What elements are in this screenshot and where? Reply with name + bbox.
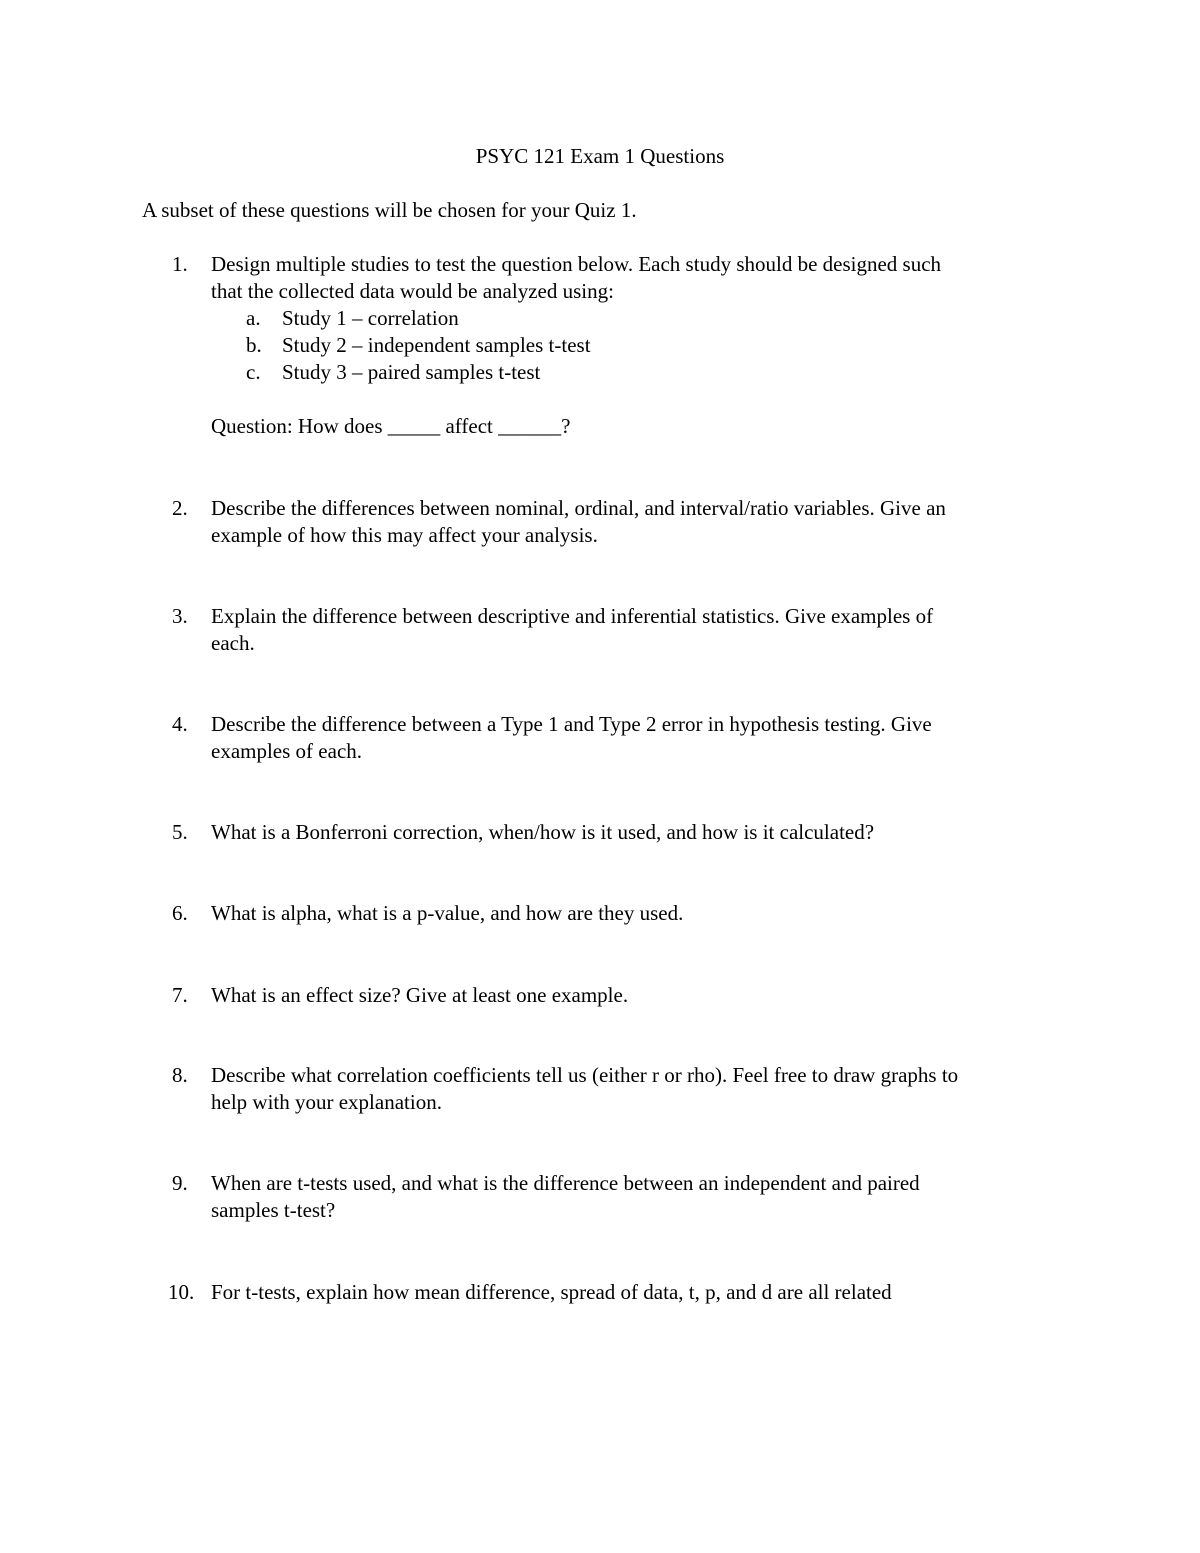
question-number: 7.: [172, 983, 188, 1007]
question-text: [211, 1062, 1071, 1116]
question-prompt: Question: How does _____ affect ______?: [211, 414, 571, 438]
question-line: example of how this may affect your analysis.: [211, 523, 598, 547]
question-text: [211, 603, 1071, 657]
question-line: For t-tests, explain how mean difference, spread of data, t, p, and d are all related: [211, 1280, 892, 1304]
question-line: Design multiple studies to test the question below. Each study should be designed such: [211, 252, 942, 276]
question-text: [211, 711, 1071, 765]
question-line: What is an effect size? Give at least one example.: [211, 983, 629, 1007]
question-line: Describe what correlation coefficients tell us (either r or rho). Feel free to draw graphs to: [211, 1063, 959, 1087]
subitem-text: Study 2 – independent samples t-test: [282, 333, 591, 357]
question-text: [211, 982, 1071, 1009]
subitem-letter: b.: [246, 333, 262, 357]
question-text: [211, 900, 1071, 927]
page-title: PSYC 121 Exam 1 Questions: [475, 144, 725, 168]
question-number: 2.: [172, 496, 188, 520]
question-number: 3.: [172, 604, 188, 628]
intro-text: A subset of these questions will be chosen for your Quiz 1.: [142, 198, 637, 222]
question-line: each.: [211, 631, 255, 655]
question-text: [211, 1170, 1071, 1224]
question-line: When are t-tests used, and what is the difference between an independent and paired: [211, 1171, 920, 1195]
question-line: Describe the difference between a Type 1 and Type 2 error in hypothesis testing. Give: [211, 712, 932, 736]
question-number: 9.: [172, 1171, 188, 1195]
subitem-letter: c.: [246, 360, 261, 384]
subitem-text: Study 1 – correlation: [282, 306, 459, 330]
question-number: 10.: [168, 1280, 195, 1304]
question-line: What is alpha, what is a p-value, and how are they used.: [211, 901, 684, 925]
question-line: examples of each.: [211, 739, 363, 763]
question-line: Describe the differences between nominal, ordinal, and interval/ratio variables. Give an: [211, 496, 946, 520]
question-number: 8.: [172, 1063, 188, 1087]
question-line: What is a Bonferroni correction, when/how is it used, and how is it calculated?: [211, 820, 875, 844]
question-text: [211, 251, 1071, 305]
question-line: samples t-test?: [211, 1198, 336, 1222]
question-text: [211, 1279, 1071, 1306]
question-line: help with your explanation.: [211, 1090, 442, 1114]
question-text: [211, 495, 1071, 549]
question-number: 1.: [172, 252, 188, 276]
question-line: Explain the difference between descriptive and inferential statistics. Give examples of: [211, 604, 934, 628]
question-number: 6.: [172, 901, 188, 925]
subitem-text: Study 3 – paired samples t-test: [282, 360, 541, 384]
question-text: [211, 819, 1071, 846]
subitem-letter: a.: [246, 306, 261, 330]
question-number: 5.: [172, 820, 188, 844]
question-number: 4.: [172, 712, 188, 736]
question-line: that the collected data would be analyzed using:: [211, 279, 614, 303]
